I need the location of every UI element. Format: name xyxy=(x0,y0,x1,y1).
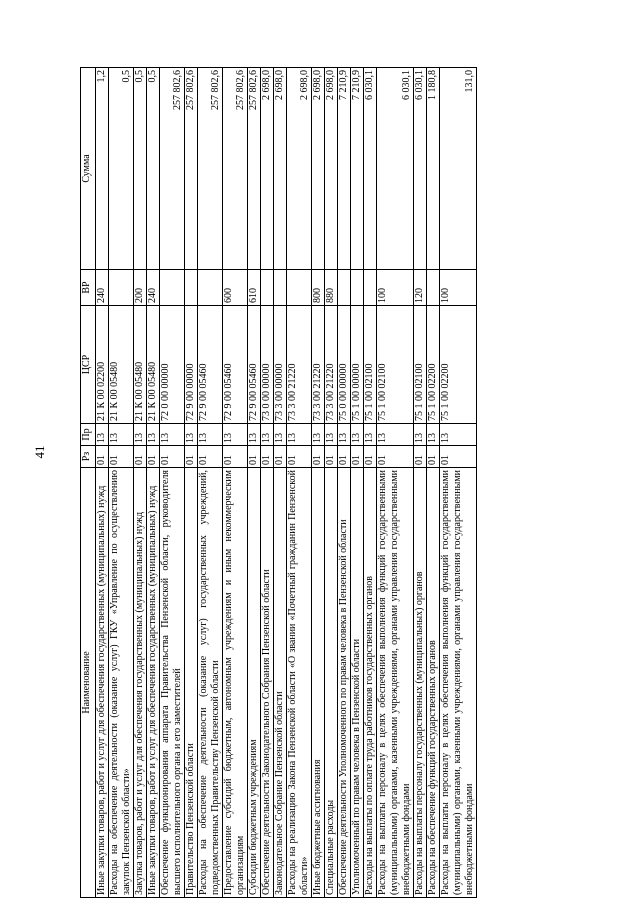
table-row xyxy=(377,68,414,898)
cell-vr xyxy=(261,270,274,306)
table-row xyxy=(274,68,287,898)
cell-csr: 72 9 00 00000 xyxy=(185,306,198,424)
cell-csr: 75 1 00 02200 xyxy=(427,306,440,424)
cell-vr: 200 xyxy=(134,270,147,306)
cell-csr: 73 0 00 00000 xyxy=(261,306,274,424)
cell-name: Правительство Пензенской области xyxy=(185,468,198,898)
cell-vr: 120 xyxy=(414,270,427,306)
cell-name: Субсидии бюджетным учреждениям xyxy=(248,468,261,898)
cell-pr: 13 xyxy=(274,424,287,446)
cell-name: Законодательное Собрание Пензенской области xyxy=(274,468,287,898)
table-row xyxy=(414,68,427,898)
cell-vr: 800 xyxy=(312,270,325,306)
table-row xyxy=(198,68,223,898)
cell-pr: 13 xyxy=(287,424,312,446)
budget-table xyxy=(80,67,477,898)
cell-rz: 01 xyxy=(440,446,477,468)
cell-rz: 01 xyxy=(274,446,287,468)
table-body xyxy=(96,68,477,898)
cell-pr: 13 xyxy=(96,424,109,446)
cell-rz: 01 xyxy=(198,446,223,468)
cell-sum: 2 698,0 xyxy=(274,68,287,270)
cell-name: Расходы на обеспечение деятельности (оказание услуг) государственных учреждений, подведомственных Правительству Пензенской области xyxy=(198,468,223,898)
cell-name: Обеспечение деятельности Уполномоченного по правам человека в Пензенской области xyxy=(338,468,351,898)
cell-sum: 257 802,6 xyxy=(185,68,198,270)
cell-vr: 880 xyxy=(325,270,338,306)
cell-sum: 7 210,9 xyxy=(338,68,351,270)
table-row xyxy=(325,68,338,898)
cell-sum: 7 210,9 xyxy=(351,68,364,270)
cell-sum: 2 698,0 xyxy=(312,68,325,270)
table-row xyxy=(147,68,160,898)
cell-csr: 73 3 00 21220 xyxy=(325,306,338,424)
page-number: 41 xyxy=(32,445,47,459)
table-row xyxy=(351,68,364,898)
header-csr: ЦСР xyxy=(81,306,96,424)
header-pr: Пр xyxy=(81,424,96,446)
cell-pr: 13 xyxy=(248,424,261,446)
cell-rz: 01 xyxy=(248,446,261,468)
cell-pr: 13 xyxy=(364,424,377,446)
cell-pr: 13 xyxy=(312,424,325,446)
cell-vr xyxy=(427,270,440,306)
table-row xyxy=(185,68,198,898)
table-row xyxy=(96,68,109,898)
cell-rz: 01 xyxy=(325,446,338,468)
table-row xyxy=(440,68,477,898)
cell-rz: 01 xyxy=(134,446,147,468)
cell-sum: 0,5 xyxy=(147,68,160,270)
cell-vr: 100 xyxy=(377,270,414,306)
header-sum: Сумма xyxy=(81,68,96,270)
cell-rz: 01 xyxy=(109,446,134,468)
budget-table-area xyxy=(80,68,640,898)
cell-csr: 73 3 00 21220 xyxy=(312,306,325,424)
cell-csr: 72 9 00 05460 xyxy=(223,306,248,424)
cell-sum: 257 802,6 xyxy=(160,68,185,270)
cell-rz: 01 xyxy=(185,446,198,468)
cell-csr: 75 0 00 00000 xyxy=(338,306,351,424)
cell-rz: 01 xyxy=(261,446,274,468)
table-row xyxy=(364,68,377,898)
cell-csr: 75 1 00 00000 xyxy=(351,306,364,424)
header-rz: Рз xyxy=(81,446,96,468)
cell-rz: 01 xyxy=(377,446,414,468)
cell-pr: 13 xyxy=(261,424,274,446)
table-row xyxy=(287,68,312,898)
table-row xyxy=(223,68,248,898)
cell-sum: 131,0 xyxy=(440,68,477,270)
cell-pr: 13 xyxy=(351,424,364,446)
cell-name: Обеспечение функционирования аппарата Правительства Пензенской области, руководителя высшего исполнительного органа и его заместителей xyxy=(160,468,185,898)
cell-sum: 1,2 xyxy=(96,68,109,270)
cell-sum: 2 698,0 xyxy=(325,68,338,270)
cell-rz: 01 xyxy=(96,446,109,468)
cell-pr: 13 xyxy=(338,424,351,446)
cell-csr: 21 К 00 05480 xyxy=(109,306,134,424)
cell-csr: 75 1 00 02200 xyxy=(440,306,477,424)
cell-name: Расходы на обеспечение функций государственных органов xyxy=(427,468,440,898)
cell-vr xyxy=(274,270,287,306)
cell-csr: 72 0 00 00000 xyxy=(160,306,185,424)
cell-name: Закупка товаров, работ и услуг для обеспечения государственных (муниципальных) нужд xyxy=(134,468,147,898)
cell-csr: 73 3 00 00000 xyxy=(274,306,287,424)
table-row xyxy=(134,68,147,898)
cell-pr: 13 xyxy=(160,424,185,446)
cell-vr xyxy=(198,270,223,306)
table-row xyxy=(248,68,261,898)
cell-name: Иные бюджетные ассигнования xyxy=(312,468,325,898)
cell-name: Уполномоченный по правам человека в Пензенской области xyxy=(351,468,364,898)
cell-rz: 01 xyxy=(364,446,377,468)
cell-sum: 257 802,6 xyxy=(223,68,248,270)
cell-rz: 01 xyxy=(427,446,440,468)
table-row xyxy=(261,68,274,898)
cell-csr: 75 1 00 02100 xyxy=(377,306,414,424)
cell-name: Специальные расходы xyxy=(325,468,338,898)
cell-sum: 257 802,6 xyxy=(198,68,223,270)
cell-name: Расходы на выплаты персоналу в целях обеспечения выполнения функций государственными (муниципальными) органами, казенными учреждениями, органами управления государственными внебюджетными фондами xyxy=(377,468,414,898)
cell-pr: 13 xyxy=(134,424,147,446)
cell-rz: 01 xyxy=(147,446,160,468)
cell-pr: 13 xyxy=(377,424,414,446)
cell-vr xyxy=(364,270,377,306)
cell-sum: 257 802,6 xyxy=(248,68,261,270)
cell-rz: 01 xyxy=(160,446,185,468)
header-vr: ВР xyxy=(81,270,96,306)
cell-csr: 72 9 00 05460 xyxy=(248,306,261,424)
cell-vr xyxy=(351,270,364,306)
cell-vr: 600 xyxy=(223,270,248,306)
cell-csr: 21 К 00 05480 xyxy=(134,306,147,424)
table-row xyxy=(109,68,134,898)
cell-pr: 13 xyxy=(109,424,134,446)
cell-pr: 13 xyxy=(440,424,477,446)
cell-sum: 6 030,1 xyxy=(364,68,377,270)
cell-sum: 0,5 xyxy=(109,68,134,270)
table-row xyxy=(338,68,351,898)
cell-pr: 13 xyxy=(325,424,338,446)
cell-pr: 13 xyxy=(185,424,198,446)
cell-pr: 13 xyxy=(147,424,160,446)
cell-rz: 01 xyxy=(287,446,312,468)
cell-name: Расходы на выплаты персоналу государственных (муниципальных) органов xyxy=(414,468,427,898)
cell-sum: 6 030,1 xyxy=(414,68,427,270)
cell-vr: 240 xyxy=(147,270,160,306)
cell-sum: 2 698,0 xyxy=(261,68,274,270)
cell-vr xyxy=(109,270,134,306)
cell-vr: 240 xyxy=(96,270,109,306)
cell-pr: 13 xyxy=(427,424,440,446)
cell-csr: 73 3 00 21220 xyxy=(287,306,312,424)
cell-pr: 13 xyxy=(223,424,248,446)
cell-name: Расходы на реализацию Закона Пензенской области «О звании «Почетный гражданин Пензенской области» xyxy=(287,468,312,898)
cell-rz: 01 xyxy=(351,446,364,468)
cell-csr: 21 К 00 02200 xyxy=(96,306,109,424)
cell-csr: 72 9 00 05460 xyxy=(198,306,223,424)
cell-csr: 21 К 00 05480 xyxy=(147,306,160,424)
cell-sum: 0,5 xyxy=(134,68,147,270)
cell-rz: 01 xyxy=(414,446,427,468)
table-row xyxy=(427,68,440,898)
cell-name: Иные закупки товаров, работ и услуг для обеспечения государственных (муниципальных) нужд xyxy=(96,468,109,898)
cell-sum: 1 180,8 xyxy=(427,68,440,270)
cell-csr: 75 1 00 02100 xyxy=(364,306,377,424)
cell-sum: 2 698,0 xyxy=(287,68,312,270)
cell-vr xyxy=(287,270,312,306)
header-name: Наименование xyxy=(81,468,96,898)
cell-name: Расходы на выплаты по оплате труда работников государственных органов xyxy=(364,468,377,898)
cell-rz: 01 xyxy=(223,446,248,468)
cell-vr xyxy=(160,270,185,306)
cell-vr: 100 xyxy=(440,270,477,306)
cell-vr xyxy=(338,270,351,306)
cell-name: Расходы на обеспечение деятельности (оказание услуг) ГКУ «Управление по осуществлению закупок Пензенской области» xyxy=(109,468,134,898)
cell-name: Обеспечение деятельности Законодательного Собрания Пензенской области xyxy=(261,468,274,898)
cell-name: Иные закупки товаров, работ и услуг для обеспечения государственных (муниципальных) нужд xyxy=(147,468,160,898)
table-row xyxy=(312,68,325,898)
cell-pr: 13 xyxy=(414,424,427,446)
table-header-row xyxy=(81,68,96,898)
cell-rz: 01 xyxy=(338,446,351,468)
cell-rz: 01 xyxy=(312,446,325,468)
cell-csr: 75 1 00 02100 xyxy=(414,306,427,424)
budget-table-rotated xyxy=(80,68,640,898)
cell-name: Предоставление субсидий бюджетным, автономным учреждениям и иным некоммерческим организациям xyxy=(223,468,248,898)
cell-vr: 610 xyxy=(248,270,261,306)
cell-pr: 13 xyxy=(198,424,223,446)
cell-sum: 6 030,1 xyxy=(377,68,414,270)
cell-vr xyxy=(185,270,198,306)
cell-name: Расходы на выплаты персоналу в целях обеспечения выполнения функций государственными (муниципальными) органами, казенными учреждениями, органами управления государственными внебюджетными фондами xyxy=(440,468,477,898)
table-row xyxy=(160,68,185,898)
